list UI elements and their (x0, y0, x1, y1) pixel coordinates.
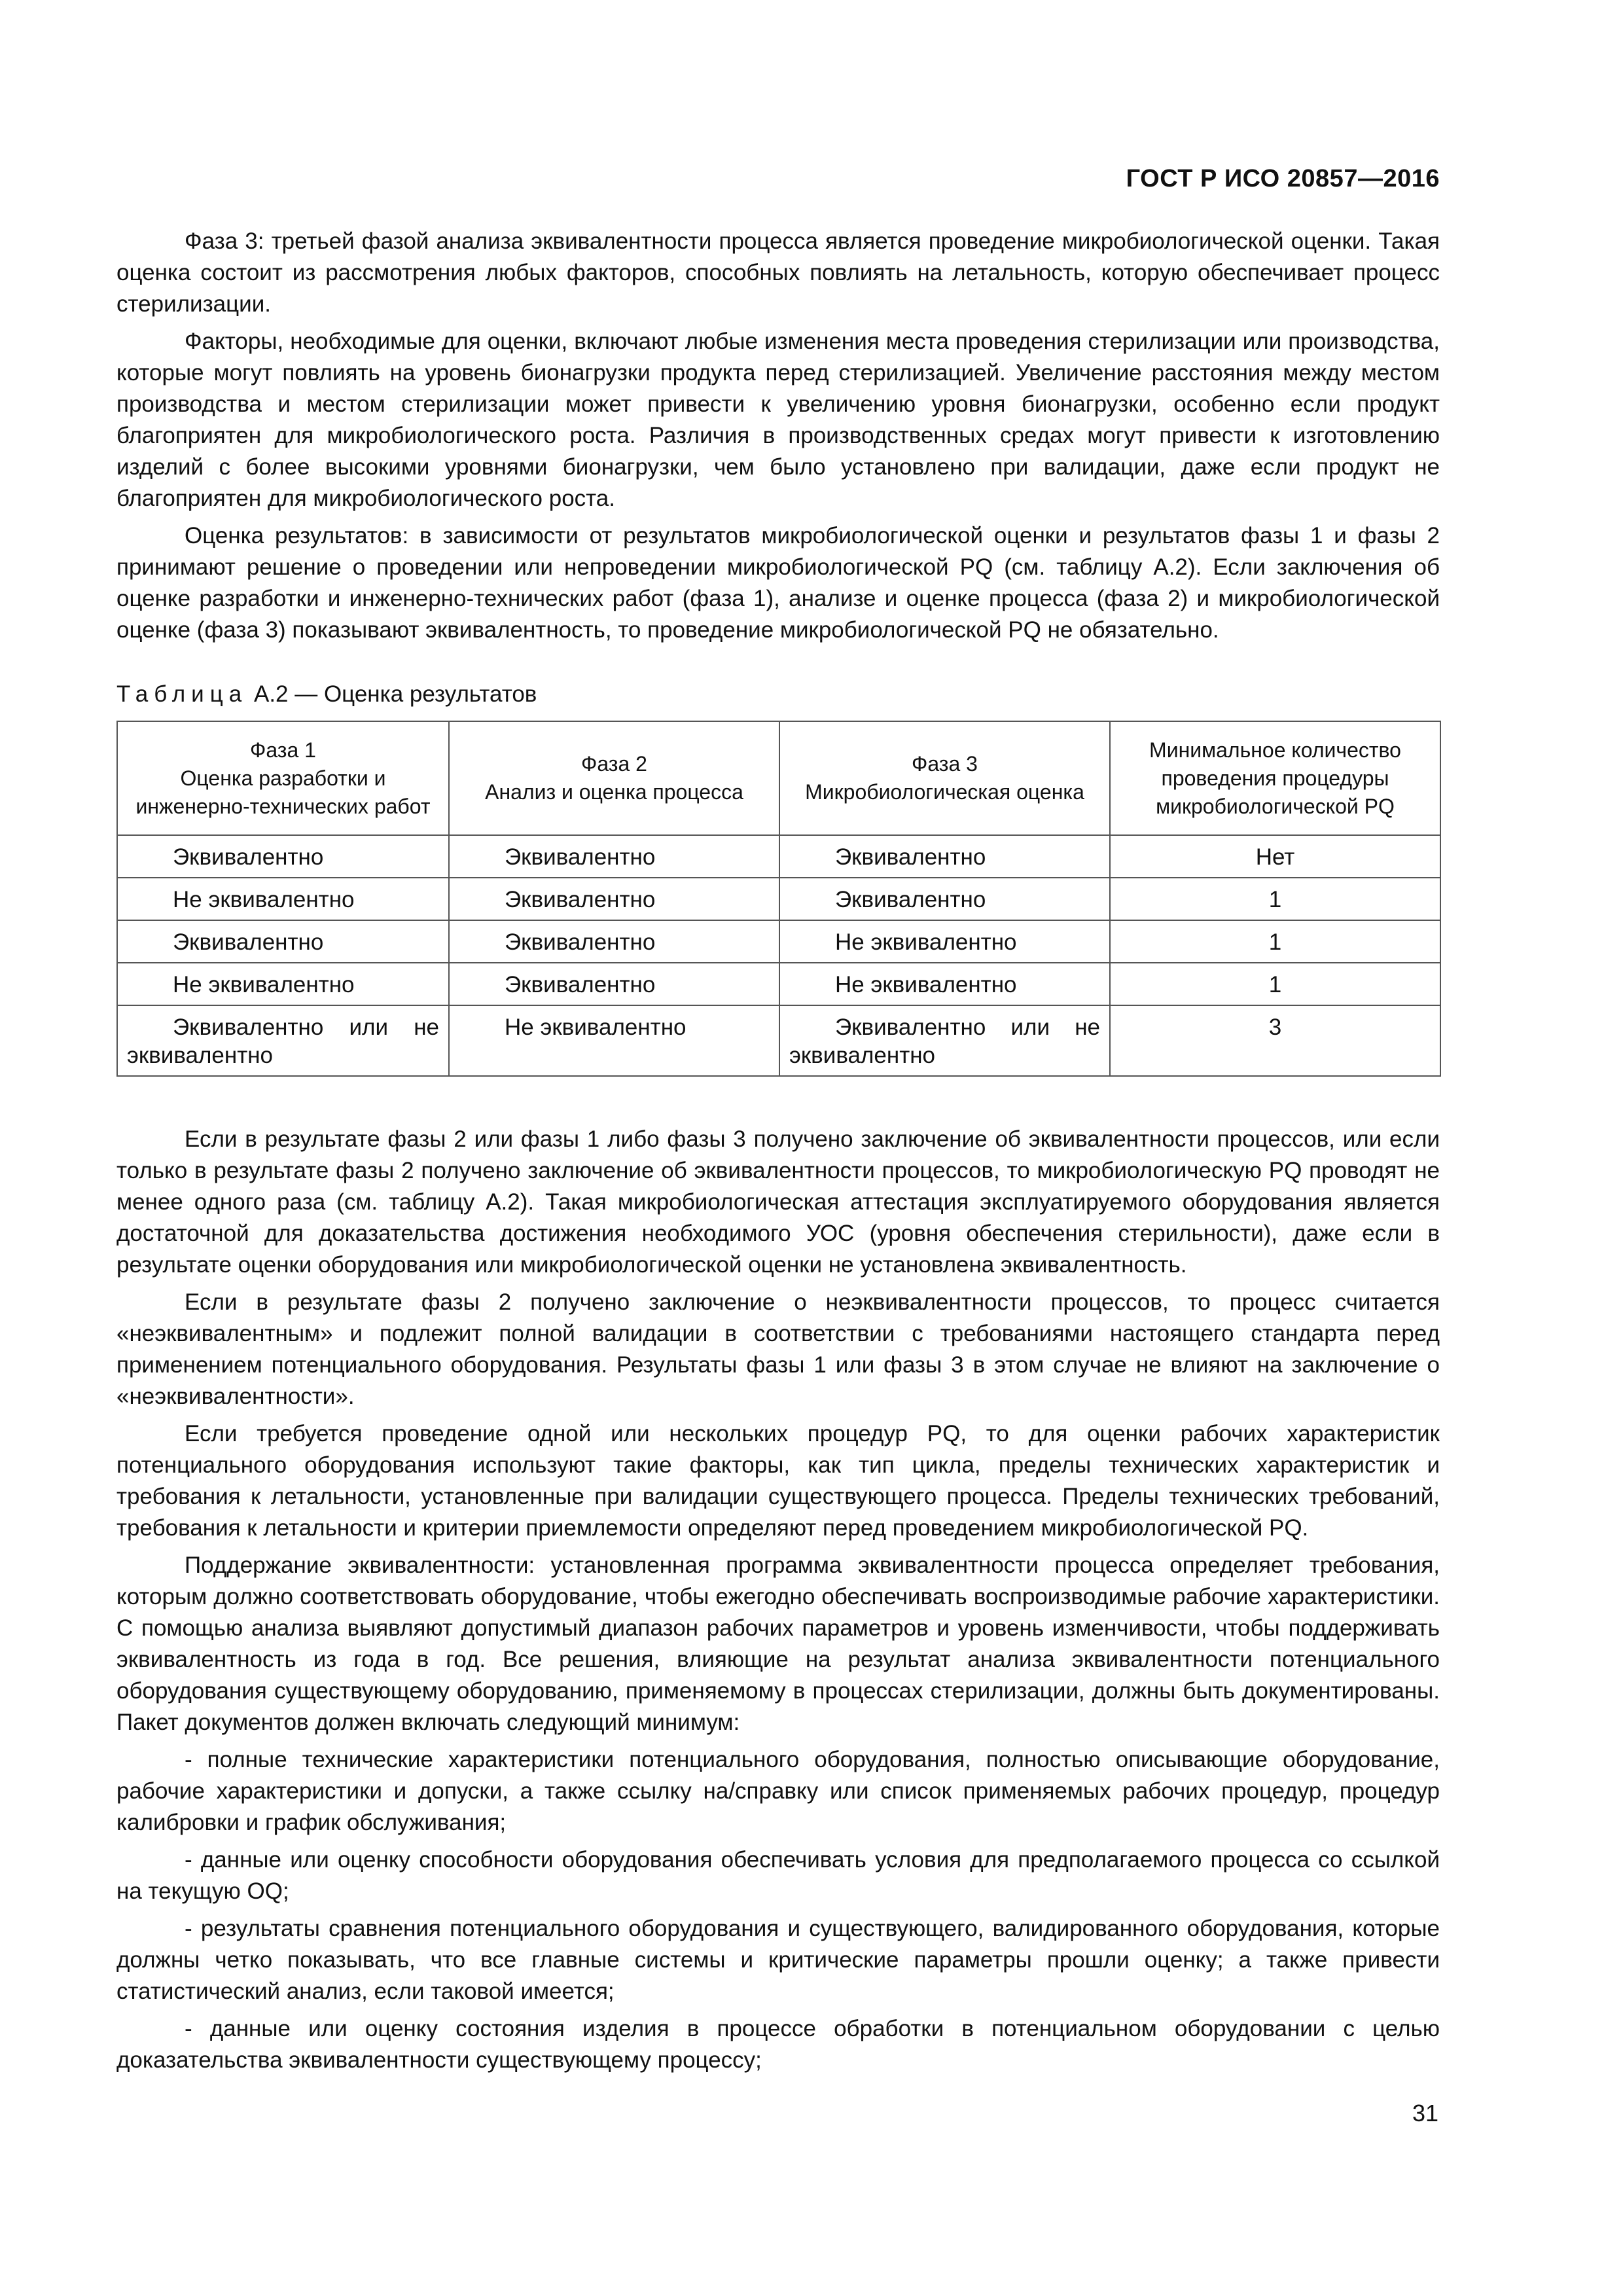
cell-text: Эквивалентно (835, 844, 986, 870)
table-row (117, 878, 1440, 920)
cell-text: Эквивалентно (505, 844, 656, 870)
cell-text: Эквивалентно (505, 887, 656, 912)
table-cell: 1 (1110, 963, 1440, 1005)
table-row (117, 1005, 1440, 1076)
header-phase2 (449, 721, 779, 835)
table-cell (449, 1005, 779, 1076)
table-row (117, 963, 1440, 1005)
header-phase2-line: Фаза 2 (581, 752, 647, 776)
table-cell (449, 835, 779, 878)
paragraph-results-evaluation: Оценка результатов: в зависимости от результатов микробиологической оценки и результатов фазы 1 и фазы 2 принимают решение о проведении или непроведении микробиологической PQ (см. таблицу А.2). Если заключения об оценке разработки и инженерно-технических работ (фаза 1), анализе и оценке процесса (фаза 2) и микробиологической оценке (фаза 3) показывают эквивалентность, то проведение микробиологической PQ не обязательно. (116, 523, 1440, 643)
header-min-pq-line: проведения процедуры (1161, 766, 1389, 790)
table-cell: 3 (1110, 1005, 1440, 1076)
cell-text: Не эквивалентно (835, 929, 1017, 955)
paragraph-equivalence-conclusion: Если в результате фазы 2 или фазы 1 либо фазы 3 получено заключение об эквивалентности процессов, или если только в результате фазы 2 получено заключение об эквивалентности процессов, то микробиологическую PQ проводят не менее одного раза (см. таблицу А.2). Такая микробиологическая аттестация эксплуатируемого оборудования является достаточной для доказательства достижения необходимого УОС (уровня обеспечения стерильности), даже если в результате оценки оборудования или микробиологической оценки не установлена эквивалентность. (116, 1126, 1440, 1278)
header-phase1-line: инженерно-технических работ (135, 794, 431, 818)
table-cell (779, 920, 1110, 963)
cell-text: Эквивалентно или не эквивалентно (127, 1014, 439, 1068)
header-min-pq-line: микробиологической PQ (1156, 794, 1395, 818)
list-item: - данные или оценку состояния изделия в процессе обработки в потенциальном оборудовании с целью доказательства эквивалентности существующему процессу; (116, 2016, 1440, 2073)
list-item: - полные технические характеристики потенциального оборудования, полностью описывающие оборудование, рабочие характеристики и допуски, а также ссылку на/справку или список применяемых рабочих процедур, процедур калибровки и график обслуживания; (116, 1747, 1440, 1835)
cell-text: Не эквивалентно (835, 972, 1017, 997)
table-caption-title: А.2 — Оценка результатов (253, 681, 537, 707)
table-cell (117, 963, 449, 1005)
table-cell (117, 835, 449, 878)
table-cell (449, 963, 779, 1005)
cell-text: Эквивалентно (173, 844, 324, 870)
table-caption-prefix: Таблица (116, 681, 248, 707)
list-item: - результаты сравнения потенциального оборудования и существующего, валидированного оборудования, которые должны четко показывать, что все главные системы и критические параметры прошли оценку; а также привести статистический анализ, если таковой имеется; (116, 1916, 1440, 2004)
list-item: - данные или оценку способности оборудования обеспечивать условия для предполагаемого процесса со ссылкой на текущую OQ; (116, 1847, 1440, 1904)
table-header-row (117, 721, 1440, 835)
table-caption (116, 679, 1440, 710)
table-row (117, 920, 1440, 963)
table-cell (779, 878, 1110, 920)
header-min-pq-line: Минимальное количество (1149, 738, 1401, 762)
table-row (117, 835, 1440, 878)
table-cell (449, 878, 779, 920)
paragraph-pq-requirements: Если требуется проведение одной или нескольких процедур PQ, то для оценки рабочих характеристик потенциального оборудования используют такие факторы, как тип цикла, пределы технических характеристик и требования к летальности, установленные при валидации существующего процесса. Пределы технических требований, требования к летальности и критерии приемлемости определяют перед проведением микробиологической PQ. (116, 1421, 1440, 1541)
paragraph-maintaining-equivalence: Поддержание эквивалентности: установленная программа эквивалентности процесса определяет требования, которым должно соответствовать оборудование, чтобы ежегодно обеспечивать воспроизводимые рабочие характеристики. С помощью анализа выявляют допустимый диапазон рабочих параметров и уровень изменчивости, чтобы поддерживать эквивалентность из года в год. Все решения, влияющие на результат анализа эквивалентности потенциального оборудования существующему оборудованию, применяемому в процессах стерилизации, должны быть документированы. Пакет документов должен включать следующий минимум: (116, 1552, 1440, 1735)
paragraph-factors: Факторы, необходимые для оценки, включают любые изменения места проведения стерилизации или производства, которые могут повлиять на уровень бионагрузки продукта перед стерилизацией. Увеличение расстояния между местом производства и местом стерилизации может привести к увеличению уровня бионагрузки, особенно если продукт благоприятен для микробиологического роста. Различия в производственных средах могут привести к изготовлению изделий с более высокими уровнями бионагрузки, чем было установлено при валидации, даже если продукт не благоприятен для микробиологического роста. (116, 329, 1440, 511)
cell-text: Эквивалентно (505, 972, 656, 997)
table-cell (779, 963, 1110, 1005)
table-cell (779, 835, 1110, 878)
table-cell (117, 878, 449, 920)
table-cell: Нет (1110, 835, 1440, 878)
results-table (116, 721, 1441, 1077)
table-cell: 1 (1110, 878, 1440, 920)
table-cell (117, 920, 449, 963)
table-cell (449, 920, 779, 963)
header-phase3-line: Фаза 3 (912, 752, 978, 776)
table-cell (779, 1005, 1110, 1076)
header-phase1-line: Оценка разработки и (180, 766, 386, 790)
paragraph-phase3: Фаза 3: третьей фазой анализа эквивалентности процесса является проведение микробиологической оценки. Такая оценка состоит из рассмотрения любых факторов, способных повлиять на летальность, которую обеспечивает процесс стерилизации. (116, 228, 1440, 317)
page-content (116, 226, 1440, 2082)
header-phase2-line: Анализ и оценка процесса (485, 780, 743, 804)
header-min-pq (1110, 721, 1440, 835)
header-phase1 (117, 721, 449, 835)
table-cell: 1 (1110, 920, 1440, 963)
table-cell (117, 1005, 449, 1076)
paragraph-nonequivalence: Если в результате фазы 2 получено заключение о неэквивалентности процессов, то процесс считается «неэквивалентным» и подлежит полной валидации в соответствии с требованиями настоящего стандарта перед применением потенциального оборудования. Результаты фазы 1 или фазы 3 в этом случае не влияют на заключение о «неэквивалентности». (116, 1289, 1440, 1409)
page-number: 31 (1412, 2100, 1438, 2126)
cell-text: Эквивалентно или не эквивалентно (789, 1014, 1100, 1068)
cell-text: Не эквивалентно (505, 1014, 687, 1040)
header-phase3 (779, 721, 1110, 835)
cell-text: Эквивалентно (505, 929, 656, 955)
cell-text: Не эквивалентно (173, 972, 355, 997)
document-header: ГОСТ Р ИСО 20857—2016 (1126, 165, 1440, 192)
cell-text: Эквивалентно (835, 887, 986, 912)
cell-text: Не эквивалентно (173, 887, 355, 912)
header-phase1-line: Фаза 1 (250, 738, 316, 762)
header-phase3-line: Микробиологическая оценка (805, 780, 1084, 804)
cell-text: Эквивалентно (173, 929, 324, 955)
